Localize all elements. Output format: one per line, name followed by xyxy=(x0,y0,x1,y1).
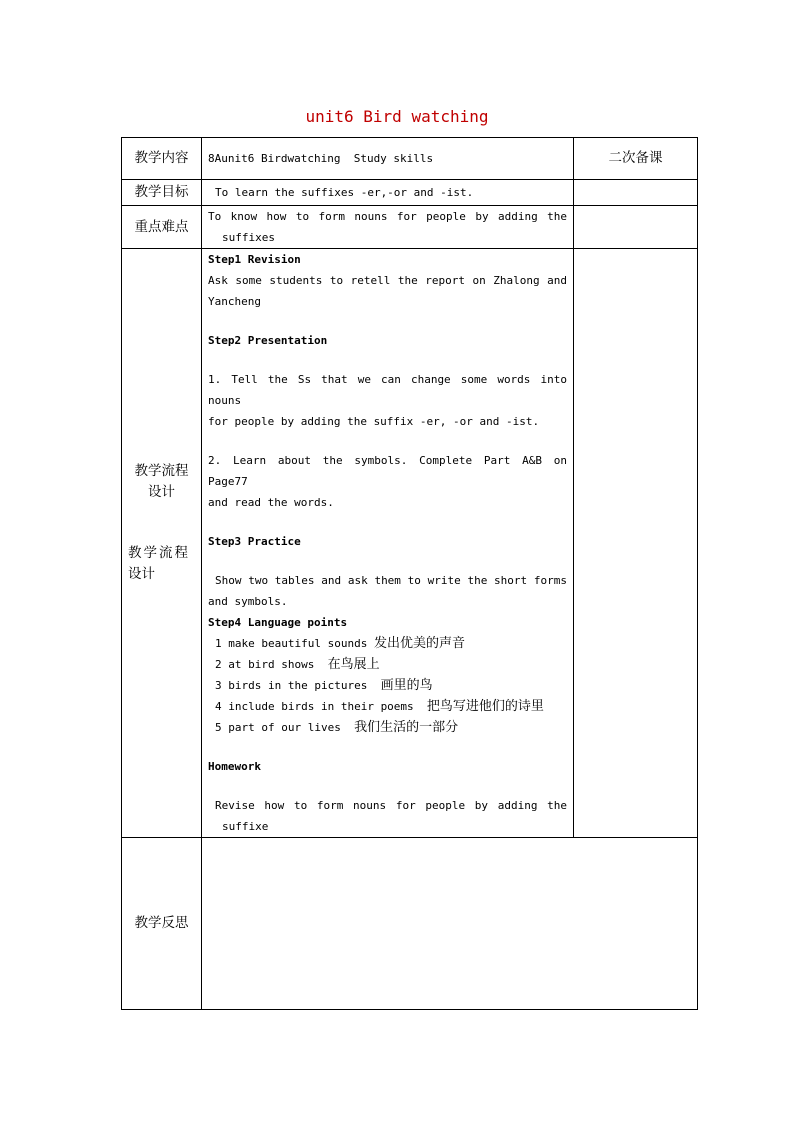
step2-item2-line1: 2. Learn about the symbols. Complete Part A&B on Page77 xyxy=(208,454,567,488)
note-second-prep: 二次备课 xyxy=(574,138,698,180)
key-line-1: To know how to form nouns for people by adding the xyxy=(208,210,567,223)
goal-text: To learn the suffixes -er,-or and -ist. xyxy=(215,186,474,199)
process-label-4: 设计 xyxy=(128,566,155,582)
step2-title: Step2 Presentation xyxy=(208,334,328,347)
point-3-en: 3 birds in the pictures xyxy=(215,679,381,692)
value-goal xyxy=(202,180,574,206)
key-line-2: suffixes xyxy=(222,231,275,244)
value-content: 8Aunit6 Birdwatching Study skills xyxy=(202,138,574,180)
row-goal xyxy=(122,180,698,206)
step1-title: Step1 Revision xyxy=(208,253,301,266)
step1-line-2: Yancheng xyxy=(208,295,261,308)
value-reflection-empty xyxy=(202,838,698,1010)
row-process xyxy=(122,249,698,838)
language-point-5 xyxy=(208,717,567,738)
step3-title: Step3 Practice xyxy=(208,535,301,548)
language-point-3 xyxy=(208,675,567,696)
row-reflection xyxy=(122,838,698,1010)
homework-title: Homework xyxy=(208,760,261,773)
point-5-en: 5 part of our lives xyxy=(215,721,355,734)
homework-line-1: Revise how to form nouns for people by adding the xyxy=(215,799,567,812)
step3-line-1: Show two tables and ask them to write the short forms xyxy=(215,574,567,587)
step2-item1-line1: 1. Tell the Ss that we can change some words into nouns xyxy=(208,373,567,407)
language-point-2 xyxy=(208,654,567,675)
lesson-plan-table xyxy=(121,137,698,1010)
process-label-3: 教学流程 xyxy=(128,545,190,561)
note-goal-empty xyxy=(574,180,698,206)
label-key: 重点难点 xyxy=(122,206,202,249)
point-3-cn: 画里的鸟 xyxy=(380,678,433,693)
step2-item1-line2: for people by adding the suffix -er, -or and -ist. xyxy=(208,415,540,428)
language-point-1 xyxy=(208,633,567,654)
step2-item2-line2: and read the words. xyxy=(208,496,334,509)
point-4-en: 4 include birds in their poems xyxy=(215,700,427,713)
process-label-2: 设计 xyxy=(148,484,175,500)
point-4-cn: 把鸟写进他们的诗里 xyxy=(426,699,544,714)
step1-line-1: Ask some students to retell the report on Zhalong and xyxy=(208,274,567,287)
point-2-cn: 在鸟展上 xyxy=(327,657,380,672)
step3-line-2: and symbols. xyxy=(208,595,288,608)
label-process xyxy=(122,249,202,838)
step4-title: Step4 Language points xyxy=(208,616,348,629)
document-title: unit6 Bird watching xyxy=(305,107,489,126)
label-content: 教学内容 xyxy=(122,138,202,180)
label-goal: 教学目标 xyxy=(122,180,202,206)
row-content xyxy=(122,138,698,180)
language-point-4 xyxy=(208,696,567,717)
note-process-empty xyxy=(574,249,698,838)
value-key xyxy=(202,206,574,249)
homework-line-2: suffixe xyxy=(222,820,269,833)
point-1-cn: 发出优美的声音 xyxy=(373,636,465,651)
point-2-en: 2 at bird shows xyxy=(215,658,328,671)
label-reflection: 教学反思 xyxy=(122,838,202,1010)
note-key-empty xyxy=(574,206,698,249)
point-1-en: 1 make beautiful sounds xyxy=(215,637,374,650)
point-5-cn: 我们生活的一部分 xyxy=(354,720,459,735)
value-process xyxy=(202,249,574,838)
process-label-1: 教学流程 xyxy=(134,463,189,479)
row-key xyxy=(122,206,698,249)
